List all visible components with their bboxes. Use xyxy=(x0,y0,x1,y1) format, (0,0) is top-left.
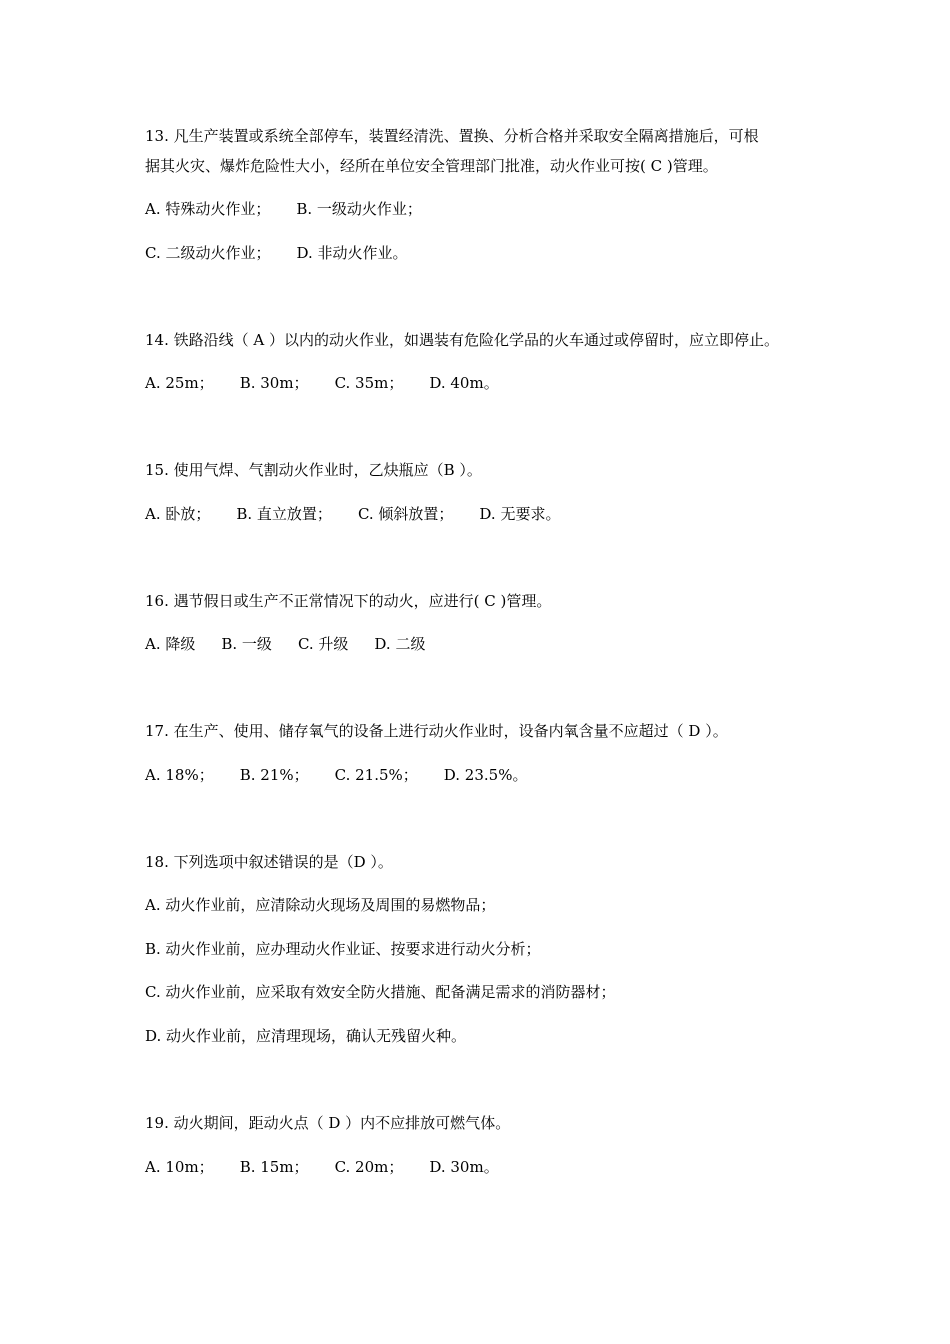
question-17-options xyxy=(145,765,527,785)
option-d: D. 23.5%。 xyxy=(443,766,528,784)
option-a: A. 降级 xyxy=(145,635,196,653)
option-d: D. 二级 xyxy=(374,635,426,653)
option-c: C. 倾斜放置； xyxy=(357,505,454,523)
option-c: C. 20m； xyxy=(334,1158,404,1176)
option-a: A. 卧放； xyxy=(145,505,211,523)
question-14-text: 14. 铁路沿线（ A ）以内的动火作业，如遇装有危险化学品的火车通过或停留时，应立即停止。 xyxy=(145,331,779,349)
question-19-options xyxy=(145,1157,499,1177)
question-18-option-b: B. 动火作业前，应办理动火作业证、按要求进行动火分析； xyxy=(145,940,541,958)
option-a: A. 特殊动火作业； xyxy=(145,200,271,218)
option-b: B. 直立放置； xyxy=(236,505,332,523)
option-b: B. 30m； xyxy=(239,374,309,392)
option-d: D. 40m。 xyxy=(429,374,499,392)
question-18-option-d: D. 动火作业前，应清理现场，确认无残留火种。 xyxy=(145,1027,467,1045)
question-19-text: 19. 动火期间，距动火点（ D ）内不应排放可燃气体。 xyxy=(145,1114,511,1132)
question-13-options-row-1 xyxy=(145,199,422,219)
option-b: B. 15m； xyxy=(239,1158,309,1176)
option-a: A. 18%； xyxy=(145,766,214,784)
question-17-text: 17. 在生产、使用、储存氧气的设备上进行动火作业时，设备内氧含量不应超过（ D ）。 xyxy=(145,722,728,740)
question-16-text: 16. 遇节假日或生产不正常情况下的动火，应进行( C )管理。 xyxy=(145,592,552,610)
question-15-text: 15. 使用气焊、气割动火作业时，乙炔瓶应（B ）。 xyxy=(145,461,482,479)
question-16-options xyxy=(145,634,425,654)
option-a: A. 10m； xyxy=(145,1158,214,1176)
option-b: B. 21%； xyxy=(239,766,309,784)
question-18-option-a: A. 动火作业前，应清除动火现场及周围的易燃物品； xyxy=(145,896,496,914)
option-c: C. 21.5%； xyxy=(334,766,418,784)
question-15-options xyxy=(145,504,560,524)
question-18-text: 18. 下列选项中叙述错误的是（D ）。 xyxy=(145,853,393,871)
question-13-text-line-2: 据其火灾、爆炸危险性大小，经所在单位安全管理部门批准，动火作业可按( C )管理。 xyxy=(145,157,718,175)
question-18-option-c: C. 动火作业前，应采取有效安全防火措施、配备满足需求的消防器材； xyxy=(145,983,616,1001)
question-14-options xyxy=(145,373,499,393)
option-c: C. 升级 xyxy=(297,635,349,653)
option-a: A. 25m； xyxy=(145,374,214,392)
option-d: D. 非动火作业。 xyxy=(296,244,408,262)
option-d: D. 30m。 xyxy=(429,1158,499,1176)
option-c: C. 35m； xyxy=(334,374,404,392)
question-13-text-line-1: 13. 凡生产装置或系统全部停车，装置经清洗、置换、分析合格并采取安全隔离措施后，可根 xyxy=(145,127,759,145)
option-b: B. 一级动火作业； xyxy=(296,200,422,218)
option-b: B. 一级 xyxy=(221,635,272,653)
option-c: C. 二级动火作业； xyxy=(145,244,271,262)
question-13-options-row-2 xyxy=(145,243,408,263)
option-d: D. 无要求。 xyxy=(479,505,561,523)
